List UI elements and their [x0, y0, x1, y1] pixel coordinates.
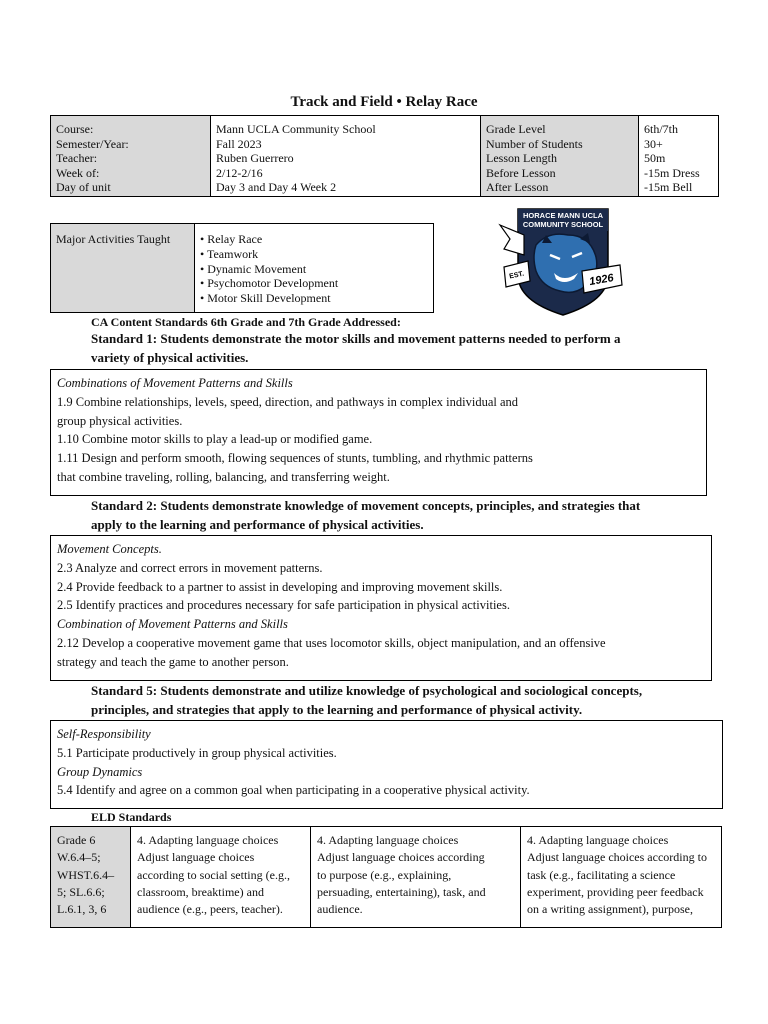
box-line: 5.4 Identify and agree on a common goal when participating in a cooperative physical activity. [57, 783, 530, 798]
info-value: Day 3 and Day 4 Week 2 [216, 180, 337, 195]
box-line: group physical activities. [57, 413, 183, 428]
info-value: -15m Bell [644, 180, 693, 195]
box-subheading: Group Dynamics [57, 764, 143, 779]
info-labels-cell [51, 116, 211, 197]
activity-item: • Dynamic Movement [200, 261, 307, 276]
logo-year: 1926 [588, 272, 615, 289]
heading-line: principles, and strategies that apply to the learning and performance of physical activity. [91, 701, 583, 717]
eld-line: Adjust language choices according [317, 850, 485, 865]
standard-1-heading [91, 330, 711, 367]
info-label: Day of unit [56, 180, 111, 195]
activities-list [195, 224, 434, 313]
eld-standards-table [50, 826, 722, 928]
eld-line: on a writing assignment), purpose, [527, 902, 693, 917]
info-value: 2/12-2/16 [216, 165, 263, 180]
eld-heading: ELD Standards [91, 810, 172, 824]
info-value: 6th/7th [644, 122, 679, 136]
eld-line: experiment, providing peer feedback [527, 884, 704, 899]
info-value: Ruben Guerrero [216, 151, 294, 166]
heading-line: Standard 5: Students demonstrate and utilize knowledge of psychological and sociological concepts, [91, 683, 643, 698]
eld-line: 4. Adapting language choices [317, 833, 459, 847]
info-values-cell [211, 116, 481, 197]
info-value: -15m Dress [644, 165, 700, 180]
heading-line: Standard 2: Students demonstrate knowledge of movement concepts, principles, and strategies that [91, 498, 641, 513]
eld-purpose-cell [311, 827, 521, 928]
info-label: Lesson Length [486, 151, 557, 166]
activity-item: • Psychomotor Development [200, 276, 339, 291]
info-label: After Lesson [486, 180, 549, 195]
info-label: Before Lesson [486, 165, 556, 180]
box-line: 2.3 Analyze and correct errors in movement patterns. [57, 560, 323, 575]
activities-label: Major Activities Taught [51, 224, 195, 313]
eld-line: to purpose (e.g., explaining, [317, 867, 452, 882]
box-subheading: Combination of Movement Patterns and Skills [57, 617, 288, 632]
box-line: 2.12 Develop a cooperative movement game that uses locomotor skills, object manipulation, and an offensive [57, 635, 606, 650]
ca-standards-heading: CA Content Standards 6th Grade and 7th Grade Addressed: [91, 315, 401, 329]
box-line: 2.5 Identify practices and procedures necessary for safe participation in physical activities. [57, 598, 510, 613]
box-line: 1.11 Design and perform smooth, flowing sequences of stunts, tumbling, and rhythmic patterns [57, 451, 533, 466]
info-label: Week of: [56, 165, 100, 180]
box-line: 1.9 Combine relationships, levels, speed, direction, and pathways in complex individual and [57, 394, 519, 409]
box-line: 1.10 Combine motor skills to play a lead-up or modified game. [57, 432, 373, 447]
logo-line1: HORACE MANN UCLA [523, 211, 603, 220]
info-label: Grade Level [486, 122, 546, 136]
box-line: 2.4 Provide feedback to a partner to assist in developing and improving movement skills. [57, 579, 503, 594]
standard-5-box [50, 720, 723, 809]
box-line: strategy and teach the game to another person. [57, 654, 289, 669]
eld-line: classroom, breaktime) and [137, 884, 264, 899]
info-label: Course: [56, 122, 94, 136]
eld-line: WHST.6.4– [57, 867, 115, 882]
info-value: 50m [644, 151, 666, 166]
eld-line: Adjust language choices [137, 850, 255, 865]
eld-line: Adjust language choices according to [527, 850, 707, 865]
eld-task-cell [521, 827, 722, 928]
eld-line: 5; SL.6.6; [57, 884, 105, 899]
eld-line: Grade 6 [57, 833, 96, 847]
heading-line: variety of physical activities. [91, 349, 249, 365]
standard-2-heading [91, 497, 711, 534]
activity-item: • Teamwork [200, 246, 259, 261]
page-title: Track and Field • Relay Race [290, 94, 478, 110]
box-line: that combine traveling, rolling, balancing, and transferring weight. [57, 469, 390, 484]
info-value: Mann UCLA Community School [216, 122, 376, 136]
box-subheading: Self-Responsibility [57, 727, 151, 741]
info-label: Semester/Year: [56, 136, 129, 151]
standard-1-box [50, 369, 707, 496]
standard-2-box [50, 535, 712, 681]
box-subheading: Combinations of Movement Patterns and Skills [57, 376, 293, 390]
eld-line: L.6.1, 3, 6 [57, 902, 107, 917]
eld-grade-cell [51, 827, 131, 928]
school-logo [498, 205, 624, 317]
eld-line: audience (e.g., peers, teacher). [137, 902, 283, 917]
grade-values-cell [639, 116, 719, 197]
logo-est: EST. [508, 270, 525, 281]
activity-item: • Motor Skill Development [200, 291, 331, 306]
lesson-info-table [50, 115, 719, 197]
eld-line: 4. Adapting language choices [527, 833, 669, 847]
logo-line2: COMMUNITY SCHOOL [522, 220, 604, 229]
info-value: 30+ [644, 136, 663, 151]
activity-item: • Relay Race [200, 232, 263, 246]
grade-labels-cell [481, 116, 639, 197]
info-value: Fall 2023 [216, 136, 262, 151]
eld-line: task (e.g., facilitating a science [527, 867, 676, 882]
eld-line: 4. Adapting language choices [137, 833, 279, 847]
info-label: Number of Students [486, 136, 583, 151]
eld-social-cell [131, 827, 311, 928]
heading-line: Standard 1: Students demonstrate the motor skills and movement patterns needed to perform a [91, 331, 621, 346]
activities-table [50, 223, 434, 313]
eld-line: audience. [317, 902, 363, 917]
box-line: 5.1 Participate productively in group physical activities. [57, 745, 337, 760]
heading-line: apply to the learning and performance of physical activities. [91, 516, 424, 532]
info-label: Teacher: [56, 151, 98, 166]
eld-line: W.6.4–5; [57, 850, 101, 865]
standard-5-heading [91, 682, 711, 719]
eld-line: persuading, entertaining), task, and [317, 884, 486, 899]
eld-line: according to social setting (e.g., [137, 867, 290, 882]
box-subheading: Movement Concepts. [57, 542, 162, 556]
